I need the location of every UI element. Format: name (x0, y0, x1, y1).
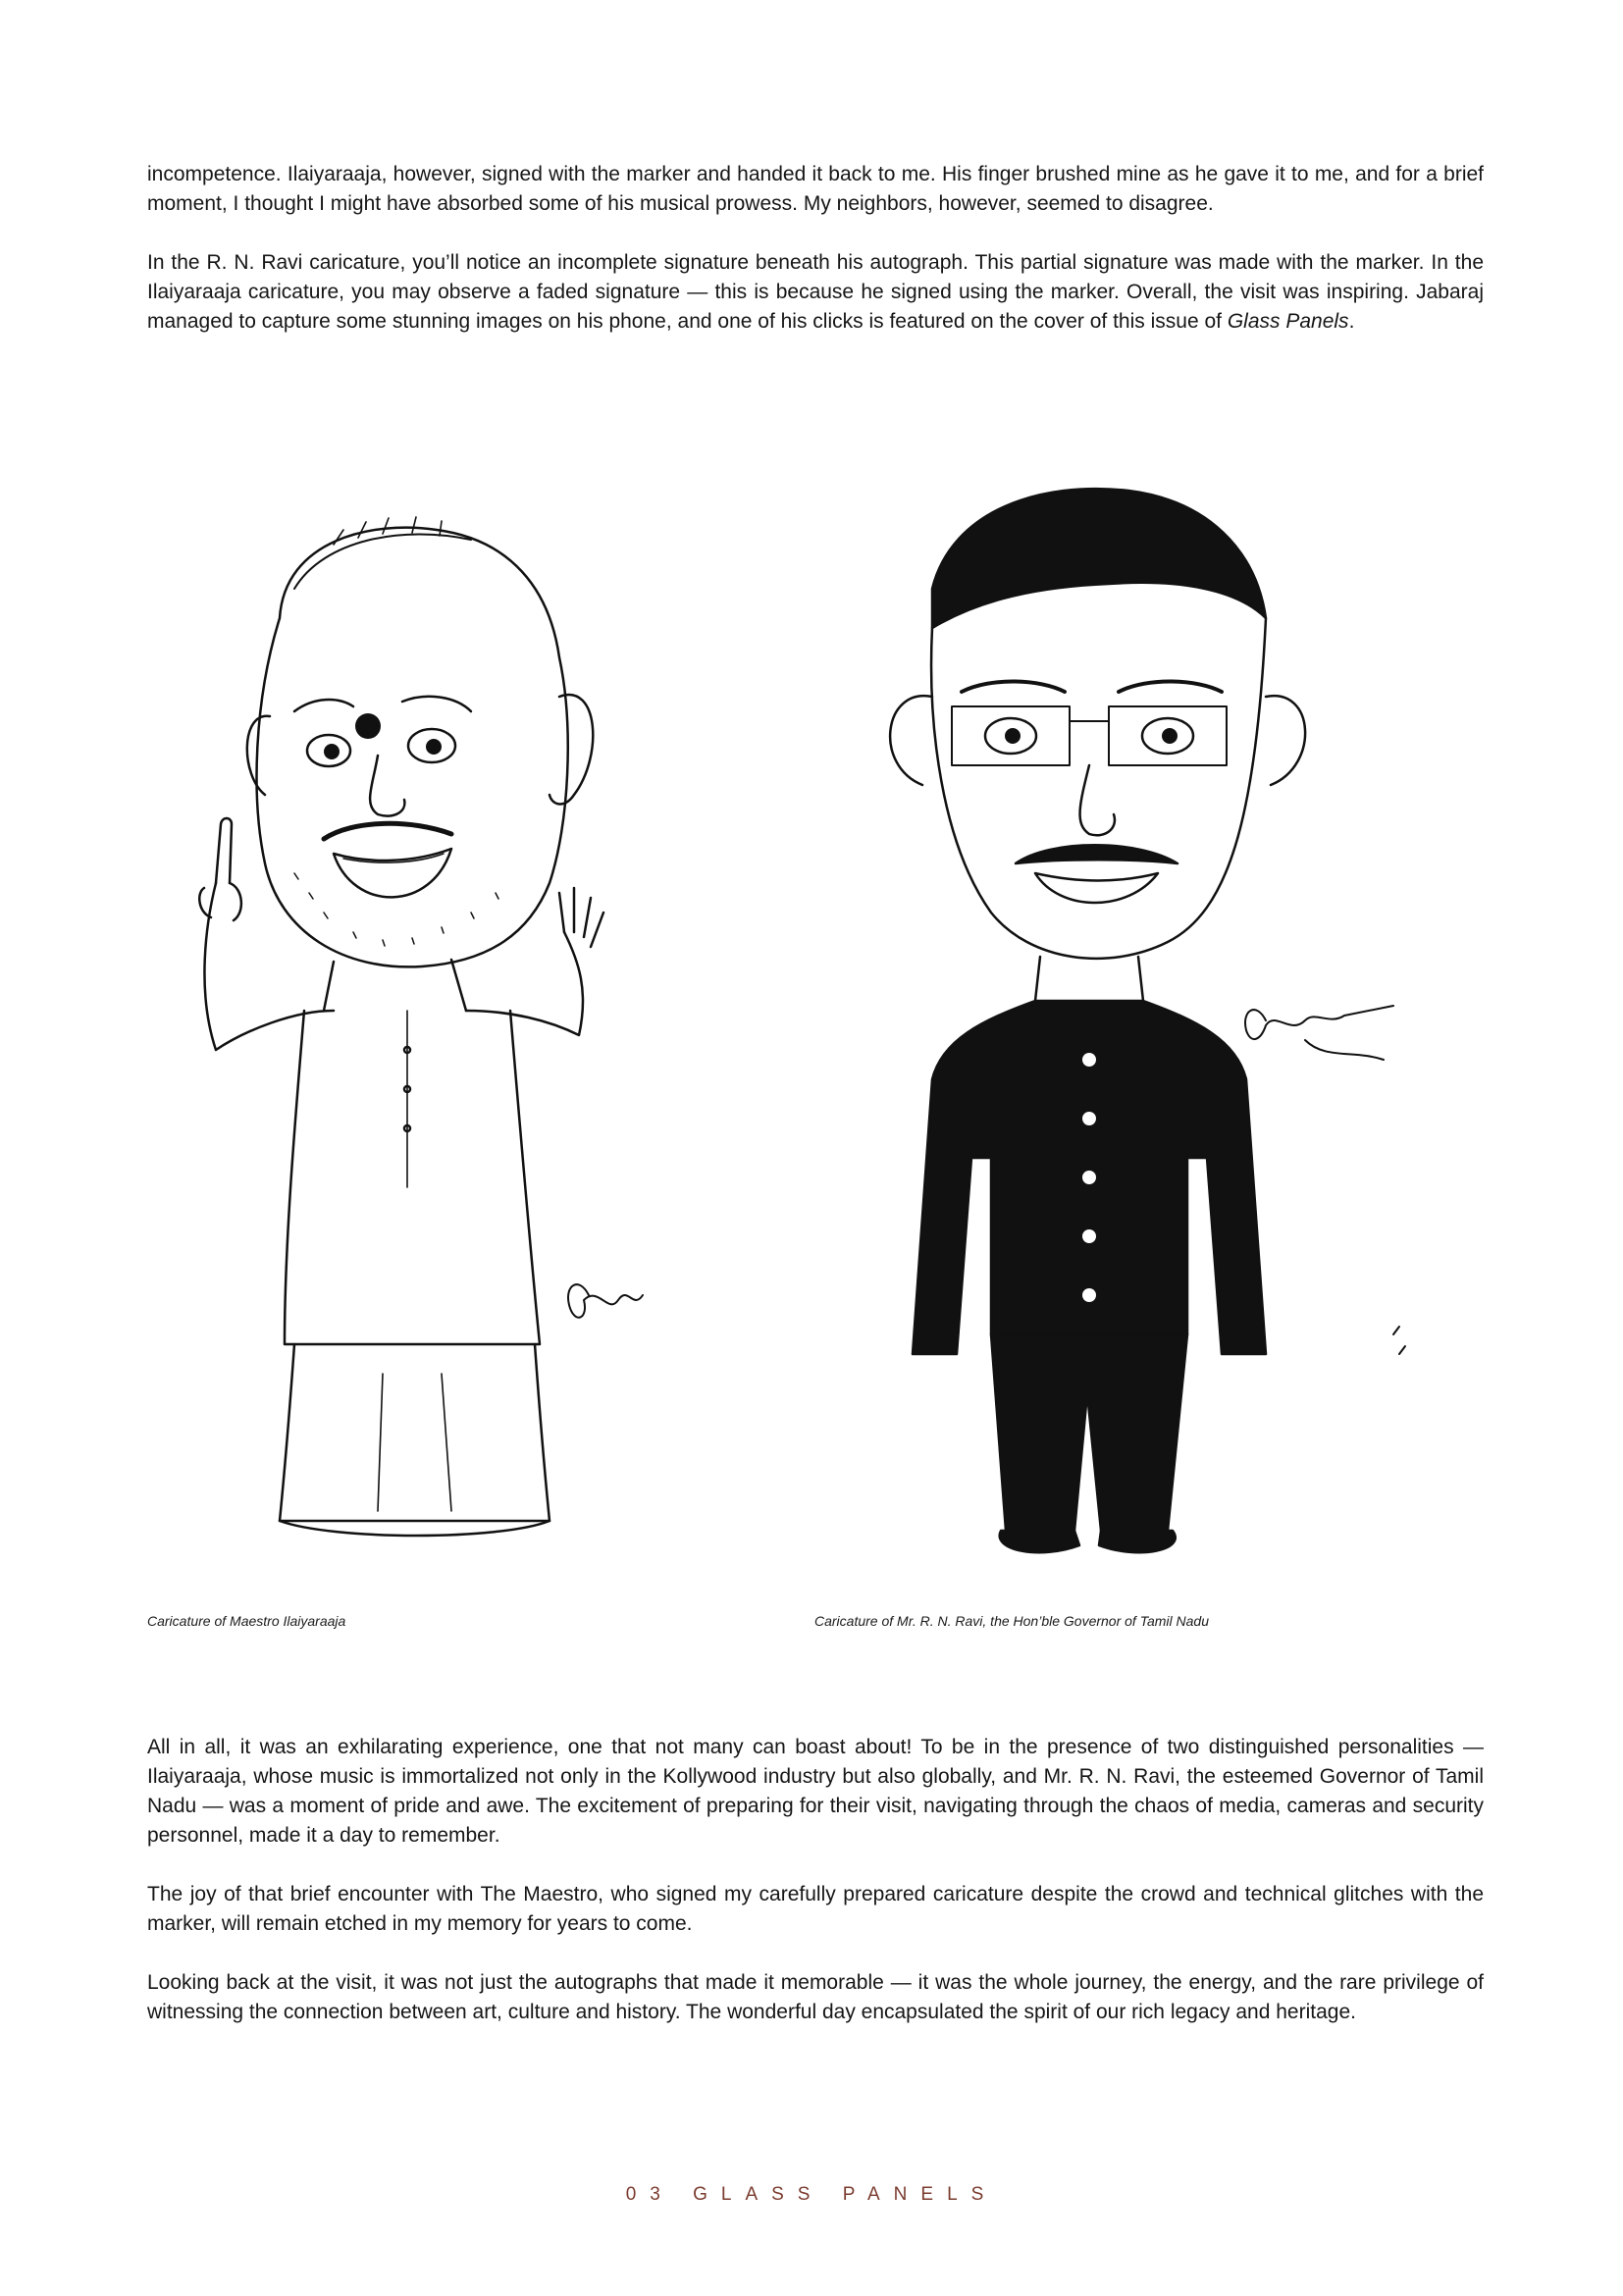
paragraph-2-end: . (1348, 310, 1355, 333)
figure-caption-rn-ravi: Caricature of Mr. R. N. Ravi, the Hon’ble Governor of Tamil Nadu (814, 1613, 1210, 1629)
paragraph-1: incompetence. Ilaiyaraaja, however, signed with the marker and handed it back to me. His finger brushed mine as he gave it to me, and for a brief moment, I thought I might have absorbed some of his musical prowess. My neighbors, however, seemed to disagree. (147, 163, 1484, 215)
figure-caption-ilaiyaraaja: Caricature of Maestro Ilaiyaraaja (147, 1613, 346, 1629)
page-footer: 03 GLASS PANELS (625, 2184, 998, 2205)
caricature-rn-ravi (844, 471, 1472, 1570)
paragraph-2 (147, 248, 1484, 337)
paragraph-5: Looking back at the visit, it was not just the autographs that made it memorable — it was the whole journey, the energy, and the rare privilege of witnessing the connection between art, culture and history. The wonderful day encapsulated the spirit of our rich legacy and heritage. (147, 1971, 1484, 2023)
magazine-title-italic: Glass Panels (1227, 310, 1349, 333)
caricature-ilaiyaraaja (186, 500, 648, 1570)
paragraph-3: All in all, it was an exhilarating experience, one that not many can boast about! To be in the presence of two distinguished personalities — Ilaiyaraaja, whose music is immortalized not only in the Kollywood industry but also globally, and Mr. R. N. Ravi, the esteemed Governor of Tamil Nadu — was a moment of pride and awe. The excitement of preparing for their visit, navigating through the chaos of media, cameras and security personnel, made it a day to remember. (147, 1736, 1484, 1847)
paragraph-4: The joy of that brief encounter with The Maestro, who signed my carefully prepared caricature despite the crowd and technical glitches with the marker, will remain etched in my memory for years to come. (147, 1883, 1484, 1935)
paragraph-2-text: In the R. N. Ravi caricature, you’ll notice an incomplete signature beneath his autograph. This partial signature was made with the marker. In the Ilaiyaraaja caricature, you may observe a faded signature — this is because he signed using the marker. Overall, the visit was inspiring. Jabaraj managed to capture some stunning images on his phone, and one of his clicks is featured on the cover of this issue of (147, 251, 1484, 333)
